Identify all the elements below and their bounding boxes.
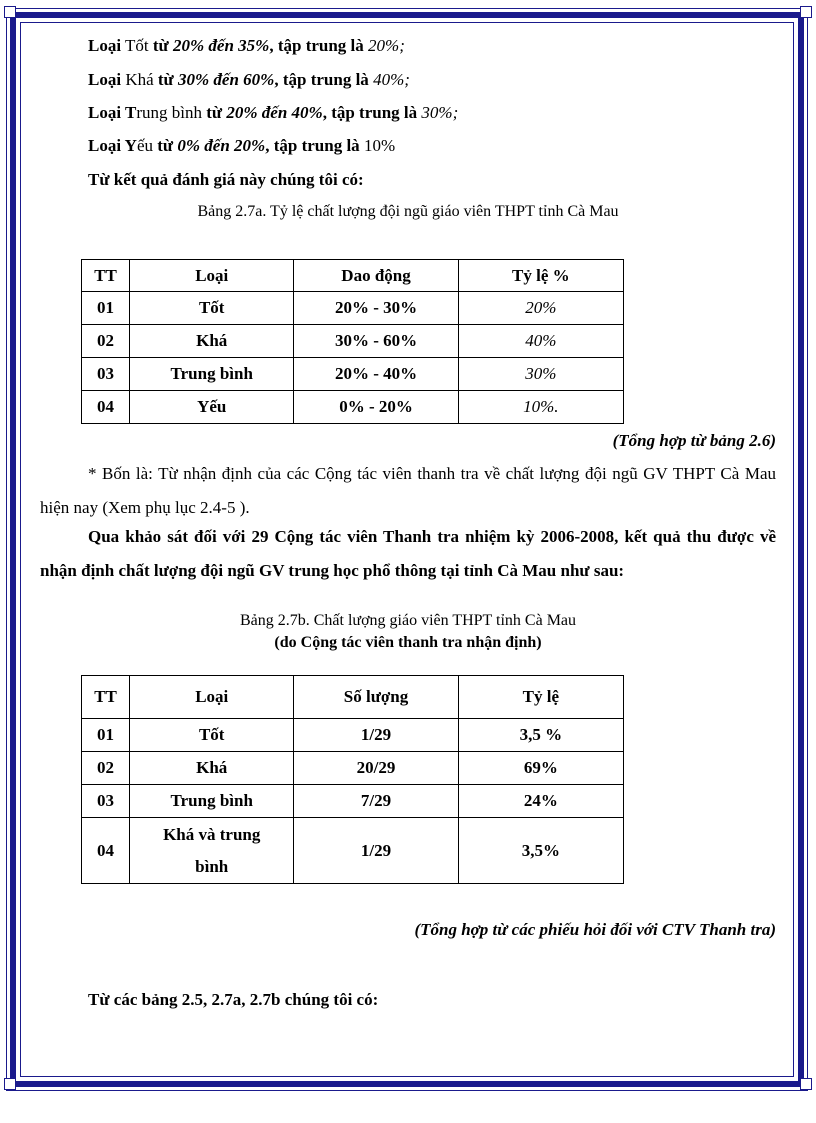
header-cell: Tỷ lệ % (458, 260, 623, 292)
criteria-label: Loại T (88, 103, 137, 122)
table-cell: Trung bình (130, 785, 294, 818)
corner-ornament (800, 6, 812, 18)
table-cell: 20% - 30% (294, 292, 458, 325)
table-b-caption: Bảng 2.7b. Chất lượng giáo viên THPT tỉnh Cà Mau (239, 612, 577, 629)
criteria-range: 0% đến 20% (177, 136, 266, 155)
paragraph-survey: Qua khảo sát đối với 29 Cộng tác viên Thanh tra nhiệm kỳ 2006-2008, kết quả thu được về nhận định chất lượng đội ngũ GV trung học phổ thông tại tỉnh Cà Mau như sau: (40, 527, 776, 580)
table-cell: Khá và trung bình (130, 818, 294, 884)
table-cell: 01 (82, 292, 130, 325)
table-cell: 20/29 (294, 752, 458, 785)
table-row (82, 292, 624, 325)
intro-text: Từ kết quả đánh giá này chúng tôi có: (88, 170, 364, 189)
header-cell: TT (82, 676, 130, 719)
table-cell: 01 (82, 719, 130, 752)
criteria-range: 20% đến 35% (173, 36, 270, 55)
table-b-source: (Tổng hợp từ các phiếu hỏi đối với CTV Thanh tra) (414, 920, 776, 939)
table-cell: 20% (458, 292, 623, 325)
table-b (81, 675, 624, 884)
table-cell: Trung bình (130, 358, 294, 391)
table-cell: 03 (82, 785, 130, 818)
criteria-line (88, 103, 458, 123)
criteria-conc: , tập trung là (322, 103, 422, 122)
criteria-value: 20%; (368, 36, 405, 55)
criteria-label: Tốt (121, 36, 153, 55)
criteria-line (88, 136, 395, 156)
table-row (82, 391, 624, 424)
table-cell: 20% - 40% (294, 358, 458, 391)
table-header-row (82, 676, 624, 719)
table-cell: Khá (130, 325, 294, 358)
table-cell: 40% (458, 325, 623, 358)
criteria-label: Loại (88, 36, 122, 55)
table-row (82, 719, 624, 752)
criteria-conc: , tập trung là (274, 70, 374, 89)
table-cell: 02 (82, 752, 130, 785)
header-cell: TT (82, 260, 130, 292)
table-cell: 04 (82, 391, 130, 424)
table-cell: 3,5 % (458, 719, 623, 752)
table-cell: 02 (82, 325, 130, 358)
table-header-row (82, 260, 624, 292)
table-a (81, 259, 624, 424)
table-cell: 24% (458, 785, 623, 818)
corner-ornament (4, 6, 16, 18)
header-cell: Tỷ lệ (458, 676, 623, 719)
closing-text: Từ các bảng 2.5, 2.7a, 2.7b chúng tôi có: (88, 990, 379, 1009)
table-cell: 04 (82, 818, 130, 884)
table-cell: 30% - 60% (294, 325, 458, 358)
criteria-label: ếu (136, 136, 158, 155)
table-cell: Yếu (130, 391, 294, 424)
criteria-value: 40%; (373, 70, 410, 89)
corner-ornament (800, 1078, 812, 1090)
criteria-conc: , tập trung là (265, 136, 364, 155)
criteria-label: Loại Y (88, 136, 137, 155)
criteria-range: 30% đến 60% (178, 70, 275, 89)
header-cell: Số lượng (294, 676, 458, 719)
criteria-from: từ (157, 70, 179, 89)
criteria-conc: , tập trung là (269, 36, 369, 55)
table-row (82, 818, 624, 884)
header-cell: Loại (130, 260, 294, 292)
criteria-value: 30%; (421, 103, 459, 122)
table-a-caption: Bảng 2.7a. Tỷ lệ chất lượng đội ngũ giáo viên THPT tỉnh Cà Mau (197, 203, 619, 220)
table-cell: 10%. (458, 391, 623, 424)
table-row (82, 358, 624, 391)
criteria-from: từ (152, 36, 173, 55)
criteria-from: từ (157, 136, 178, 155)
corner-ornament (4, 1078, 16, 1090)
table-cell: 03 (82, 358, 130, 391)
criteria-from: từ (206, 103, 227, 122)
table-cell: 1/29 (294, 719, 458, 752)
criteria-label: Loại (88, 70, 122, 89)
criteria-value: 10% (363, 136, 396, 155)
criteria-line (88, 36, 405, 56)
criteria-label: Khá (121, 70, 158, 89)
table-row (82, 752, 624, 785)
table-row (82, 325, 624, 358)
table-b-subcaption: (do Cộng tác viên thanh tra nhận định) (274, 634, 542, 651)
table-cell: 69% (458, 752, 623, 785)
criteria-label: rung bình (136, 103, 207, 122)
table-cell: Khá (130, 752, 294, 785)
table-cell: 7/29 (294, 785, 458, 818)
criteria-range: 20% đến 40% (226, 103, 323, 122)
table-row (82, 785, 624, 818)
table-a-source: (Tổng hợp từ bảng 2.6) (612, 431, 776, 450)
table-cell: 1/29 (294, 818, 458, 884)
header-cell: Dao động (294, 260, 458, 292)
criteria-line (88, 70, 410, 90)
table-cell: 30% (458, 358, 623, 391)
table-cell: Tốt (130, 292, 294, 325)
header-cell: Loại (130, 676, 294, 719)
table-cell: 0% - 20% (294, 391, 458, 424)
table-cell: 3,5% (458, 818, 623, 884)
table-cell: Tốt (130, 719, 294, 752)
paragraph-fourth: * Bốn là: Từ nhận định của các Cộng tác viên thanh tra về chất lượng đội ngũ GV THPT Cà Mau hiện nay (Xem phụ lục 2.4-5 ). (40, 464, 776, 517)
